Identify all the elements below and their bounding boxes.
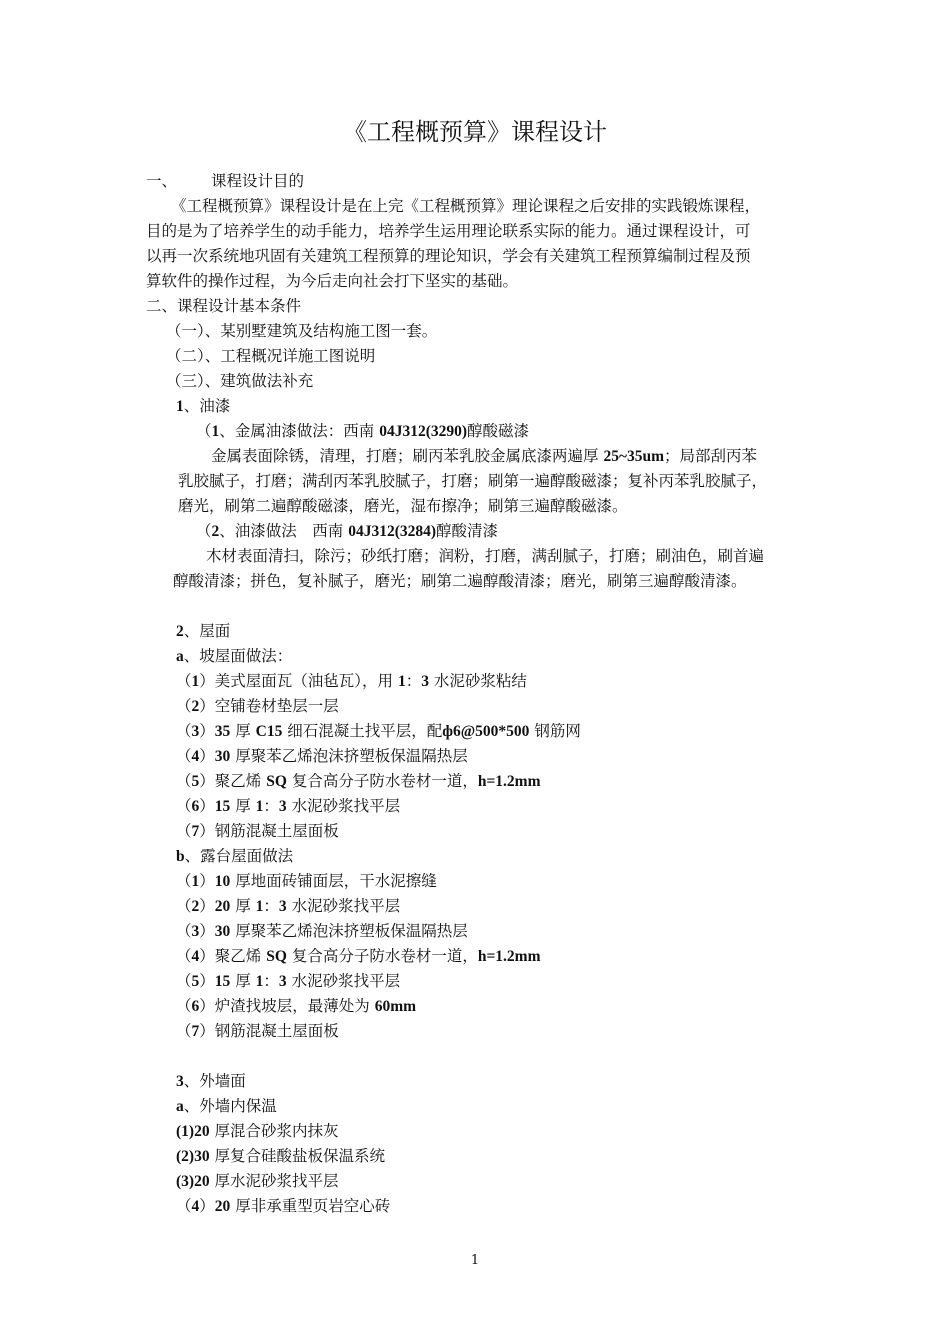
roof-b-item: （6）炉渣找坡层，最薄处为 60mm [176,997,417,1015]
section1-number: 一、 [146,172,178,190]
page-title: 《工程概预算》课程设计 [343,118,607,146]
page-number: 1 [470,1253,480,1268]
roof-a-item: （7）钢筋混凝土屋面板 [176,822,339,840]
section1-line-1: 《工程概预算》课程设计是在上完《工程概预算》理论课程之后安排的实践锻炼课程， [171,197,761,215]
condition-1: （一）、某别墅建筑及结构施工图一套。 [166,322,438,340]
wall-item: （4）20 厚非承重型页岩空心砖 [176,1197,391,1215]
roof-a-item: （2）空铺卷材垫层一层 [176,697,339,715]
roof-a-item: （3）35 厚 C15 细石混凝土找平层，配ф6@500*500 钢筋网 [176,722,581,740]
paint-item-2-line-1: 木材表面清扫，除污；砂纸打磨；润粉，打磨，满刮腻子，打磨；刷油色，刷首遍 [206,547,765,565]
paint-item-2-line-2: 醇酸清漆；拼色，复补腻子，磨光；刷第二遍醇酸清漆；磨光，刷第三遍醇酸清漆。 [173,572,747,590]
section1-line-3: 以再一次系统地巩固有关建筑工程预算的理论知识，学会有关建筑工程预算编制过程及预 [146,247,751,265]
roof-b-item: （2）20 厚 1：3 水泥砂浆找平层 [176,897,401,915]
roof-b-heading: b、露台屋面做法 [176,847,294,865]
roof-b-item: （4）聚乙烯 SQ 复合高分子防水卷材一道，h=1.2mm [176,947,541,965]
section1-line-4: 算软件的操作过程，为今后走向社会打下坚实的基础。 [146,272,519,290]
roof-b-item: （3）30 厚聚苯乙烯泡沫挤塑板保温隔热层 [176,922,468,940]
paint-item-1-line-2: 乳胶腻子，打磨；满刮丙苯乳胶腻子，打磨；刷第一遍醇酸磁漆；复补丙苯乳胶腻子， [178,472,768,490]
section2-heading: 二、课程设计基本条件 [146,297,302,315]
wall-item: (1)20 厚混合砂浆内抹灰 [176,1122,339,1140]
roof-a-item: （1）美式屋面瓦（油毡瓦），用 1：3 水泥砂浆粘结 [176,672,527,690]
roof-heading: 2、屋面 [176,622,231,640]
wall-item: (3)20 厚水泥砂浆找平层 [176,1172,339,1190]
roof-b-item: （5）15 厚 1：3 水泥砂浆找平层 [176,972,401,990]
paint-item-1-line-1: 金属表面除锈，清理，打磨；刷丙苯乳胶金属底漆两遍厚 25~35um；局部刮丙苯 [211,447,758,465]
paint-item-1-line-3: 磨光，刷第二遍醇酸磁漆，磨光，湿布擦净；刷第三遍醇酸磁漆。 [178,497,628,515]
wall-a-heading: a、外墙内保温 [176,1097,277,1115]
roof-a-heading: a、坡屋面做法： [176,647,293,665]
roof-b-item: （7）钢筋混凝土屋面板 [176,1022,339,1040]
condition-2: （二）、工程概况详施工图说明 [166,347,376,365]
wall-item: (2)30 厚复合硅酸盐板保温系统 [176,1147,386,1165]
section1-heading: 课程设计目的 [211,172,305,190]
paint-heading: 1、油漆 [176,397,231,415]
roof-a-item: （4）30 厚聚苯乙烯泡沫挤塑板保温隔热层 [176,747,468,765]
roof-a-item: （5）聚乙烯 SQ 复合高分子防水卷材一道，h=1.2mm [176,772,541,790]
roof-a-item: （6）15 厚 1：3 水泥砂浆找平层 [176,797,401,815]
paint-item-1: （1、金属油漆做法：西南 04J312(3290)醇酸磁漆 [196,422,530,440]
condition-3: （三）、建筑做法补充 [166,372,314,390]
wall-heading: 3、外墙面 [176,1072,246,1090]
paint-item-2: （2、油漆做法 西南 04J312(3284)醇酸清漆 [196,522,499,540]
section1-line-2: 目的是为了培养学生的动手能力，培养学生运用理论联系实际的能力。通过课程设计，可 [146,222,751,240]
roof-b-item: （1）10 厚地面砖铺面层，干水泥擦缝 [176,872,437,890]
